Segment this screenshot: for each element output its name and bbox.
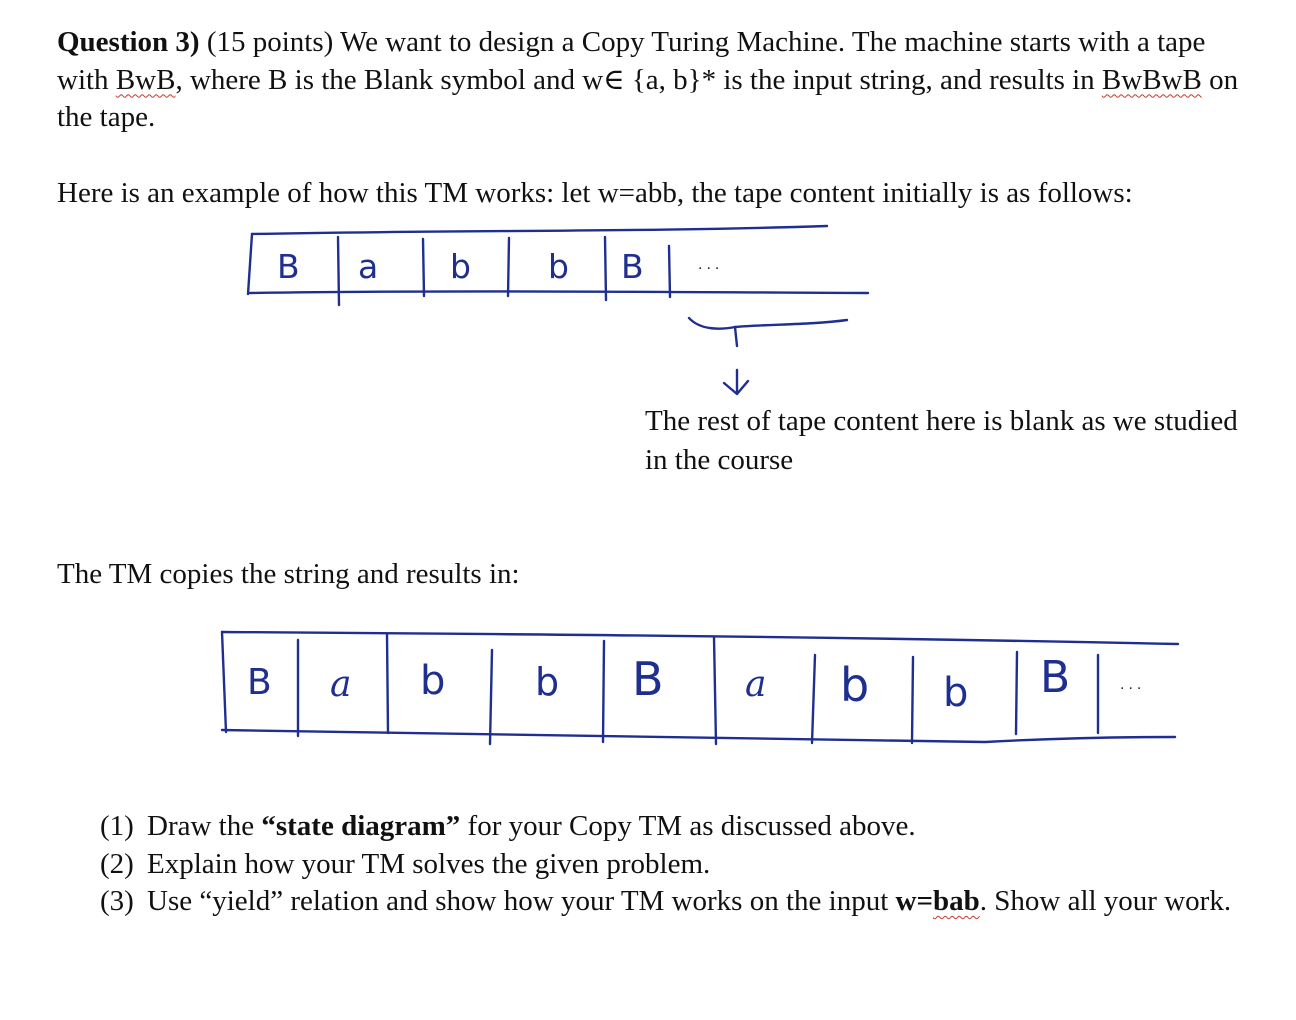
task-item: [100, 846, 1240, 884]
final-tape-cell: b: [840, 658, 870, 712]
task-emphasis: “state diagram”: [261, 810, 461, 842]
tape-result-notation: BwBwB: [1101, 63, 1202, 96]
task-number: (3): [100, 885, 134, 917]
final-tape-divider: [490, 650, 492, 744]
task-text: Explain how your TM solves the given problem.: [147, 847, 711, 880]
final-tape-divider: [912, 657, 913, 743]
initial-tape-cell: b: [450, 247, 471, 286]
task-list: [100, 808, 1240, 921]
question-intro-2: , where B is the Blank symbol and w∈ {a, b}* is the input string, and results in: [175, 63, 1102, 96]
final-tape-divider: [714, 637, 716, 744]
initial-tape-cell: B: [277, 247, 300, 286]
task-item: [100, 808, 1240, 846]
initial-tape-ellipsis: ...: [698, 256, 724, 273]
final-tape-cell: a: [745, 664, 767, 705]
task-text: . Show all your work.: [979, 885, 1232, 917]
final-tape-divider: [603, 641, 604, 742]
final-tape-bottom-border: [222, 730, 1175, 742]
result-sentence: The TM copies the string and results in:: [57, 558, 520, 590]
final-tape-left-border: [222, 632, 226, 732]
final-tape-divider: [1016, 652, 1017, 734]
initial-tape-cell: b: [548, 247, 569, 286]
final-tape-ellipsis: ...: [1120, 676, 1146, 693]
final-tape-cell: B: [247, 662, 272, 703]
final-tape-cell: B: [1040, 652, 1071, 703]
task-text: Draw the: [147, 810, 262, 842]
task-emphasis: w=: [895, 885, 933, 917]
final-tape-cell: B: [632, 652, 664, 706]
task-item: [100, 883, 1240, 921]
question-intro-3: on the tape.: [57, 63, 1239, 133]
question-label: Question 3): [57, 26, 200, 58]
tape-start-notation: BwB: [115, 63, 176, 96]
final-tape-cell: a: [330, 664, 352, 705]
question-points: (15 points): [206, 26, 334, 58]
task-number: (2): [100, 847, 134, 880]
final-tape-cell: b: [535, 660, 560, 704]
task-text: Use “yield” relation and show how your TM works on the input: [147, 885, 896, 917]
example-sentence: Here is an example of how this TM works: let w=abb, the tape content initially is as follows:: [57, 177, 1133, 209]
final-tape-top-border: [222, 632, 1178, 644]
task-text: for your Copy TM as discussed above.: [460, 810, 916, 842]
task-number: (1): [100, 810, 134, 842]
initial-tape-cell: a: [358, 247, 379, 286]
final-tape-cell: b: [943, 670, 969, 716]
question-intro-1: We want to design a Copy Turing Machine. The machine starts with a tape with: [57, 26, 1206, 96]
final-tape-divider: [812, 655, 815, 743]
final-tape-cell: b: [420, 658, 446, 704]
final-tape-divider: [387, 634, 388, 733]
initial-tape-cell: B: [621, 247, 644, 286]
task-input-string: bab: [932, 885, 980, 917]
blank-tape-note: The rest of tape content here is blank as we studied in the course: [645, 405, 1238, 476]
